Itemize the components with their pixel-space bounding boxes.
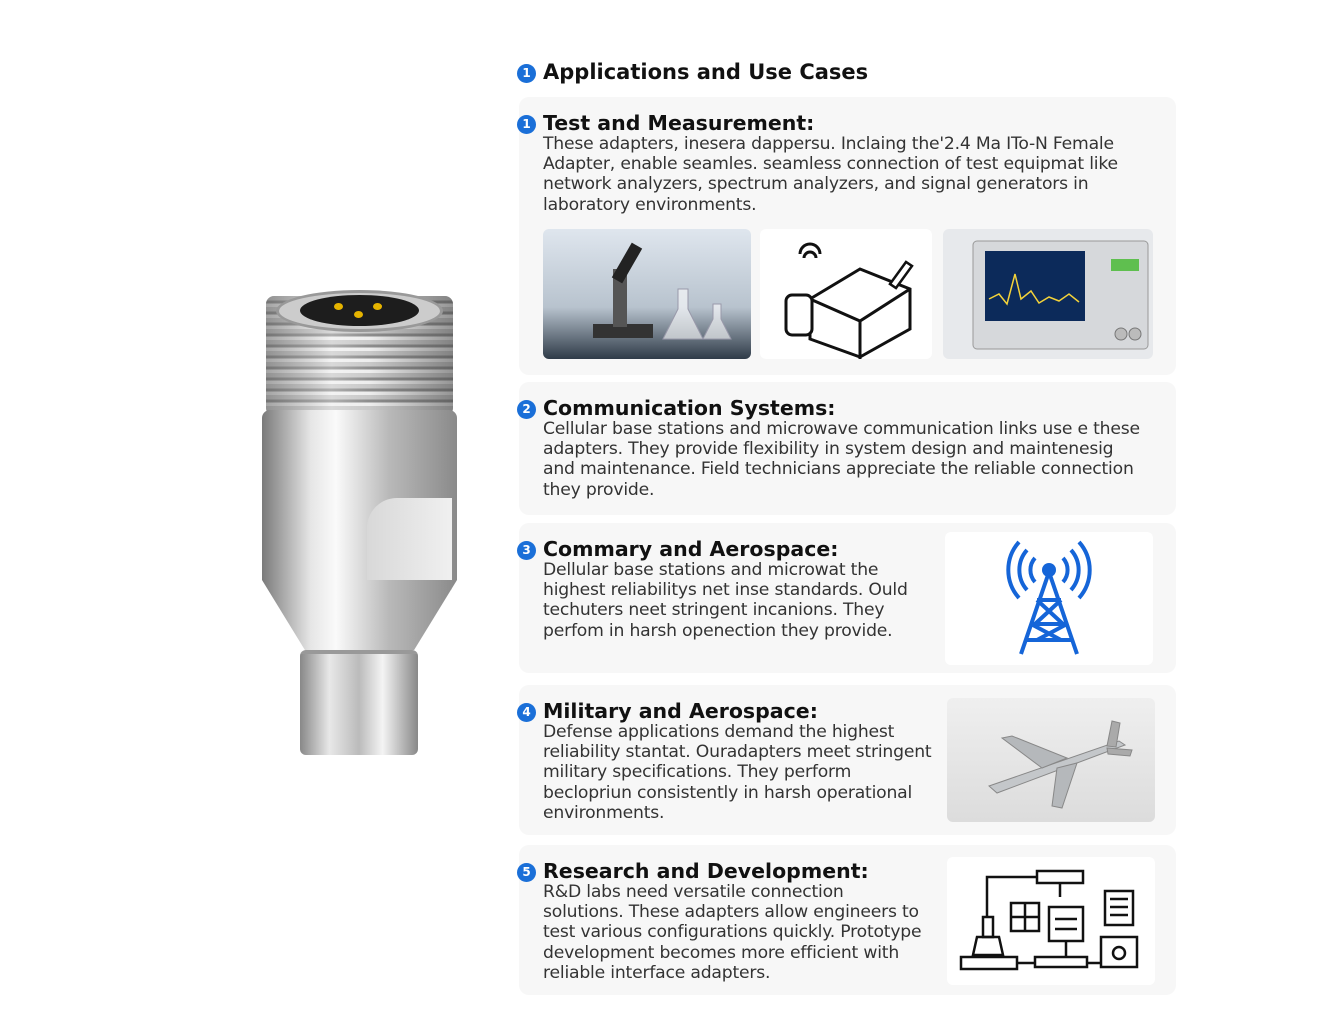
section-title: Research and Development: (543, 859, 869, 883)
section-title: Test and Measurement: (543, 111, 815, 135)
connector-product-image (262, 290, 457, 760)
adapter-sketch-image (760, 229, 932, 359)
section-title: Commary and Aerospace: (543, 537, 839, 561)
section-text: Dellular base stations and microwat the highest reliabilitys net inse standards. Ould techuters neet stringent incanions. They perfom in harsh openection they provide. (543, 560, 908, 641)
section-communication-systems (519, 382, 1176, 515)
number-badge: 1 (517, 64, 536, 83)
section-title: Communication Systems: (543, 396, 836, 420)
section-text: Cellular base stations and microwave communication links use e these adapters. They provide flexibility in system design and maintenesig and maintenance. Field technicians appreciate the reliable connection they provide. (543, 419, 1140, 500)
section-test-measurement (519, 97, 1176, 375)
spectrum-analyzer-image (943, 229, 1153, 359)
section-military-aerospace (519, 685, 1176, 835)
section-text: These adapters, inesera dappersu. Inclaing the'2.4 Ma ITo-N Female Adapter, enable seamles. seamless connection of test equipmat like network analyzers, spectrum analyzers, and signal generators in laboratory environments. (543, 134, 1118, 215)
number-badge: 2 (517, 400, 536, 419)
number-badge: 3 (517, 541, 536, 560)
heading-title: Applications and Use Cases (543, 60, 869, 84)
section-title: Military and Aerospace: (543, 699, 818, 723)
section-commary-aerospace (519, 523, 1176, 673)
section-text: R&D labs need versatile connection solutions. These adapters allow engineers to test various configurations quickly. Prototype development becomes more efficient with reliable interface adapters. (543, 882, 922, 983)
airplane-image (947, 698, 1155, 822)
lab-microscope-image (543, 229, 751, 359)
lab-setup-diagram-icon (947, 857, 1155, 985)
number-badge: 4 (517, 703, 536, 722)
page-heading (517, 60, 868, 84)
section-text: Defense applications demand the highest reliability stantat. Ouradapters meet stringent military specifications. They perform beclopriun consistently in harsh operational environments. (543, 722, 932, 823)
number-badge: 5 (517, 863, 536, 882)
number-badge: 1 (517, 115, 536, 134)
cell-tower-icon (945, 532, 1153, 665)
section-research-development (519, 845, 1176, 995)
